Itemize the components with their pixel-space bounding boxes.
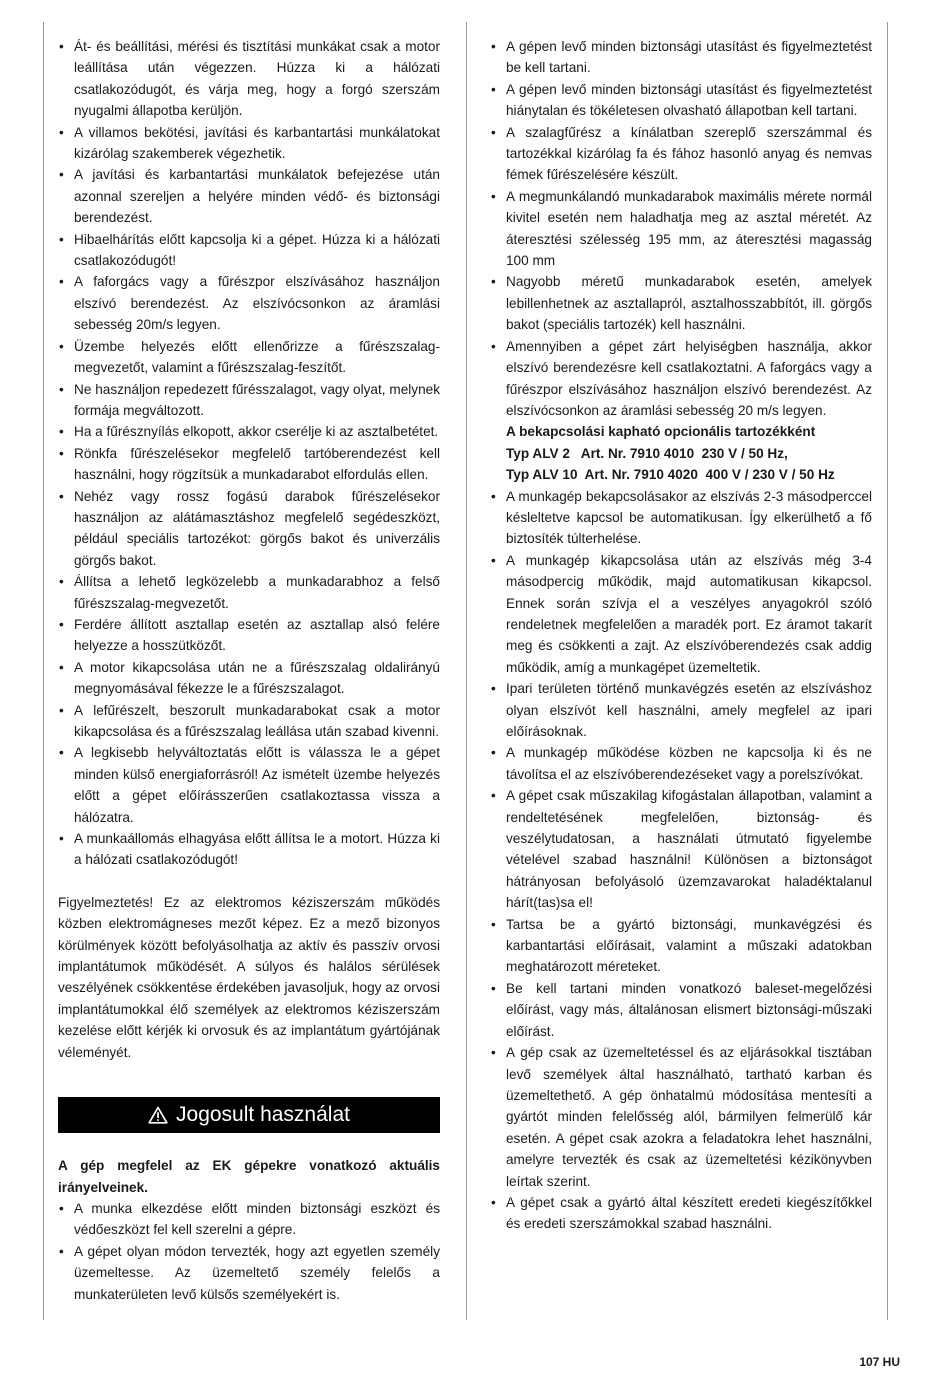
list-item: • A megmunkálandó munkadarabok maximális mérete normál kivitel esetén nem haladhatja meg az asztal méretét. Az áteresztési szélesség 195 mm, az áteresztési magasság 100 mm bbox=[490, 186, 872, 272]
warning-paragraph: Figyelmeztetés! Ez az elektromos kéziszerszám működés közben elektromágneses mezőt képez. Ez a mező bizonyos körülmények között befolyásolhatja az aktív és passzív orvosi implantátumok működését. A súlyos és halálos sérülések veszélyének csökkentése érdekében javasoljuk, hogy az orvosi implantátumokkal élő személyek az elektromos kéziszerszám kezelése előtt kérjék ki orvosuk és az implantátum gyártójának véleményét. bbox=[58, 894, 440, 1060]
column-divider-middle bbox=[466, 22, 467, 1320]
list-item: • A javítási és karbantartási munkálatok befejezése után azonnal szereljen a helyére minden védő- és biztonsági berendezést. bbox=[58, 164, 440, 228]
section-heading-bar bbox=[58, 1097, 440, 1133]
column-divider-left bbox=[43, 22, 44, 1320]
list-item: • Át- és beállítási, mérési és tisztítási munkákat csak a motor leállítása után végezzen. Húzza ki a hálózati csatlakozódugót, és várja meg, hogy a forgó szerszám nyugalmi állapotba kerüljön. bbox=[58, 36, 440, 122]
list-item: • Állítsa a lehető legközelebb a munkadarabhoz a felső fűrészszalag-megvezetőt. bbox=[58, 571, 440, 614]
list-item: • Rönkfa fűrészelésekor megfelelő tartóberendezést kell használni, hogy rögzítsük a munkadarabot elfordulás ellen. bbox=[58, 443, 440, 486]
column-divider-right bbox=[887, 22, 888, 1320]
list-item: • A faforgács vagy a fűrészpor elszívásához használjon elszívó berendezést. Az elszívócsonkon az áramlási sebesség 20m/s legyen. bbox=[58, 271, 440, 335]
accessory-info bbox=[490, 421, 872, 485]
usage-bullet-list-top bbox=[490, 36, 872, 421]
list-item: • Ferdére állított asztallap esetén az asztallap alsó felére helyezze a hosszütközőt. bbox=[58, 614, 440, 657]
left-column bbox=[58, 36, 440, 1305]
list-item: • Hibaelhárítás előtt kapcsolja ki a gépet. Húzza ki a hálózati csatlakozódugót! bbox=[58, 229, 440, 272]
list-item: • A munkaállomás elhagyása előtt állítsa le a motort. Húzza ki a hálózati csatlakozódugót! bbox=[58, 828, 440, 871]
accessory-type-alv10: Typ ALV 10 Art. Nr. 7910 4020 400 V / 230 V / 50 Hz bbox=[506, 467, 835, 483]
list-item: • A munka elkezdése előtt minden biztonsági eszközt és védőeszközt fel kell szerelni a gépre. bbox=[58, 1198, 440, 1241]
list-item: • Nehéz vagy rossz fogású darabok fűrészelésekor használjon az alátámasztáshoz megfelelő segédeszközt, például speciális tartozékot: görgős bakot és univerzális görgős bakot. bbox=[58, 486, 440, 572]
warning-triangle-icon bbox=[148, 1106, 168, 1124]
accessory-type-alv2: Typ ALV 2 Art. Nr. 7910 4010 230 V / 50 Hz, bbox=[506, 445, 788, 461]
list-item: • Ha a fűrésznyílás elkopott, akkor cserélje ki az asztalbetétet. bbox=[58, 421, 440, 442]
page-number: 107 HU bbox=[859, 1355, 900, 1369]
right-column bbox=[490, 36, 872, 1235]
list-item: • A lefűrészelt, beszorult munkadarabokat csak a motor kikapcsolása és a fűrészszalag leállása után szabad kivenni. bbox=[58, 700, 440, 743]
list-item: • Üzembe helyezés előtt ellenőrizze a fűrészszalag-megvezetőt, valamint a fűrészszalag-feszítőt. bbox=[58, 336, 440, 379]
accessory-title: A bekapcsolási kapható opcionális tartozékként bbox=[506, 424, 816, 440]
list-item: • A motor kikapcsolása után ne a fűrészszalag oldalirányú megnyomásával fékezze le a fűrészszalagot. bbox=[58, 657, 440, 700]
list-item: • A gépen levő minden biztonsági utasítást és figyelmeztetést be kell tartani. bbox=[490, 36, 872, 79]
list-item: • A munkagép kikapcsolása után az elszívás még 3-4 másodpercig működik, majd automatikusan kikapcsol. Ennek során szívja el a veszélyes anyagokról szóló rendeletnek megfelelően a maradék port. Ez áramot takarít meg és csökkenti a zajt. Az elszívóberendezés csak addig működik, amíg a munkagépet üzemeltetik. bbox=[490, 550, 872, 678]
list-item: • A legkisebb helyváltoztatás előtt is válassza le a gépet minden külső energiaforrásról! Az ismételt üzembe helyezés előtt a gépet előírásszerűen csatlakoztassa vissza a hálózatra. bbox=[58, 742, 440, 828]
list-item: • Ne használjon repedezett fűrésszalagot, vagy olyat, melynek formája megváltozott. bbox=[58, 379, 440, 422]
list-item: • A gépet csak műszakilag kifogástalan állapotban, valamint a rendeltetésének megfelelően, biztonság- és veszélytudatosan, a használati útmutató figyelembe vételével szabad használni! Különösen a biztonságot hátrányosan befolyásoló üzemzavarokat haladéktalanul hárít(tas)sa el! bbox=[490, 785, 872, 913]
usage-bullet-list bbox=[58, 1198, 440, 1305]
list-item: • Tartsa be a gyártó biztonsági, munkavégzési és karbantartási előírásait, valamint a műszaki adatokban meghatározott méreteket. bbox=[490, 914, 872, 978]
list-item: • A gép csak az üzemeltetéssel és az eljárásokkal tisztában levő személyek által használható, tartható karban és üzemeltethető. A gép önhatalmú módosítása mentesíti a gyártót minden felelősség alól, bármilyen felmerülő kár esetén. A gépet csak azokra a feladatokra lehet használni, amelyre tervezték és csak az üzemeltetési kézikönyvben leírtak szerint. bbox=[490, 1042, 872, 1192]
list-item: • A gépen levő minden biztonsági utasítást és figyelmeztetést hiánytalan és tökéletesen olvasható állapotban kell tartani. bbox=[490, 79, 872, 122]
section-heading: Jogosult használat bbox=[176, 1103, 350, 1127]
list-item: • A munkagép bekapcsolásakor az elszívás 2-3 másodperccel késleltetve kapcsol be automatikusan. Így elkerülhető a fő biztosíték túlterhelése. bbox=[490, 486, 872, 550]
list-item: • A gépet csak a gyártó által készített eredeti kiegészítőkkel és eredeti szerszámokkal szabad használni. bbox=[490, 1192, 872, 1235]
list-item: • Amennyiben a gépet zárt helyiségben használja, akkor elszívó berendezésre kell csatlakoztatni. A faforgács vagy a fűrészpor elszívásához használjon elszívó berendezést. Az elszívócsonkon az áramlási sebesség 20 m/s legyen. bbox=[490, 336, 872, 422]
list-item: • Be kell tartani minden vonatkozó baleset-megelőzési előírást, vagy más, általánosan elismert biztonsági-műszaki előírást. bbox=[490, 978, 872, 1042]
list-item: • Nagyobb méretű munkadarabok esetén, amelyek lebillenhetnek az asztallapról, asztalhosszabbítót, ill. görgős bakot (speciális tartozék) kell használni. bbox=[490, 271, 872, 335]
list-item: • A szalagfűrész a kínálatban szereplő szerszámmal és tartozékkal kizárólag fa és fához hasonló anyag és nemvas fémek fűrészelésére készült. bbox=[490, 122, 872, 186]
list-item: • A gépet olyan módon tervezték, hogy azt egyetlen személy üzemeltesse. Az üzemeltető személy felelős a munkaterületen levő külsős személyekért is. bbox=[58, 1241, 440, 1305]
list-item: • Ipari területen történő munkavégzés esetén az elszíváshoz olyan elszívót kell használni, amely megfelel az ipari előírásoknak. bbox=[490, 678, 872, 742]
section-intro: A gép megfelel az EK gépekre vonatkozó aktuális irányelveinek. bbox=[58, 1158, 440, 1195]
safety-bullet-list bbox=[58, 36, 440, 871]
usage-bullet-list-bottom bbox=[490, 486, 872, 1235]
list-item: • A villamos bekötési, javítási és karbantartási munkálatokat kizárólag szakemberek végezhetik. bbox=[58, 122, 440, 165]
list-item: • A munkagép működése közben ne kapcsolja ki és ne távolítsa el az elszívóberendezéseket vagy a porelszívókat. bbox=[490, 742, 872, 785]
